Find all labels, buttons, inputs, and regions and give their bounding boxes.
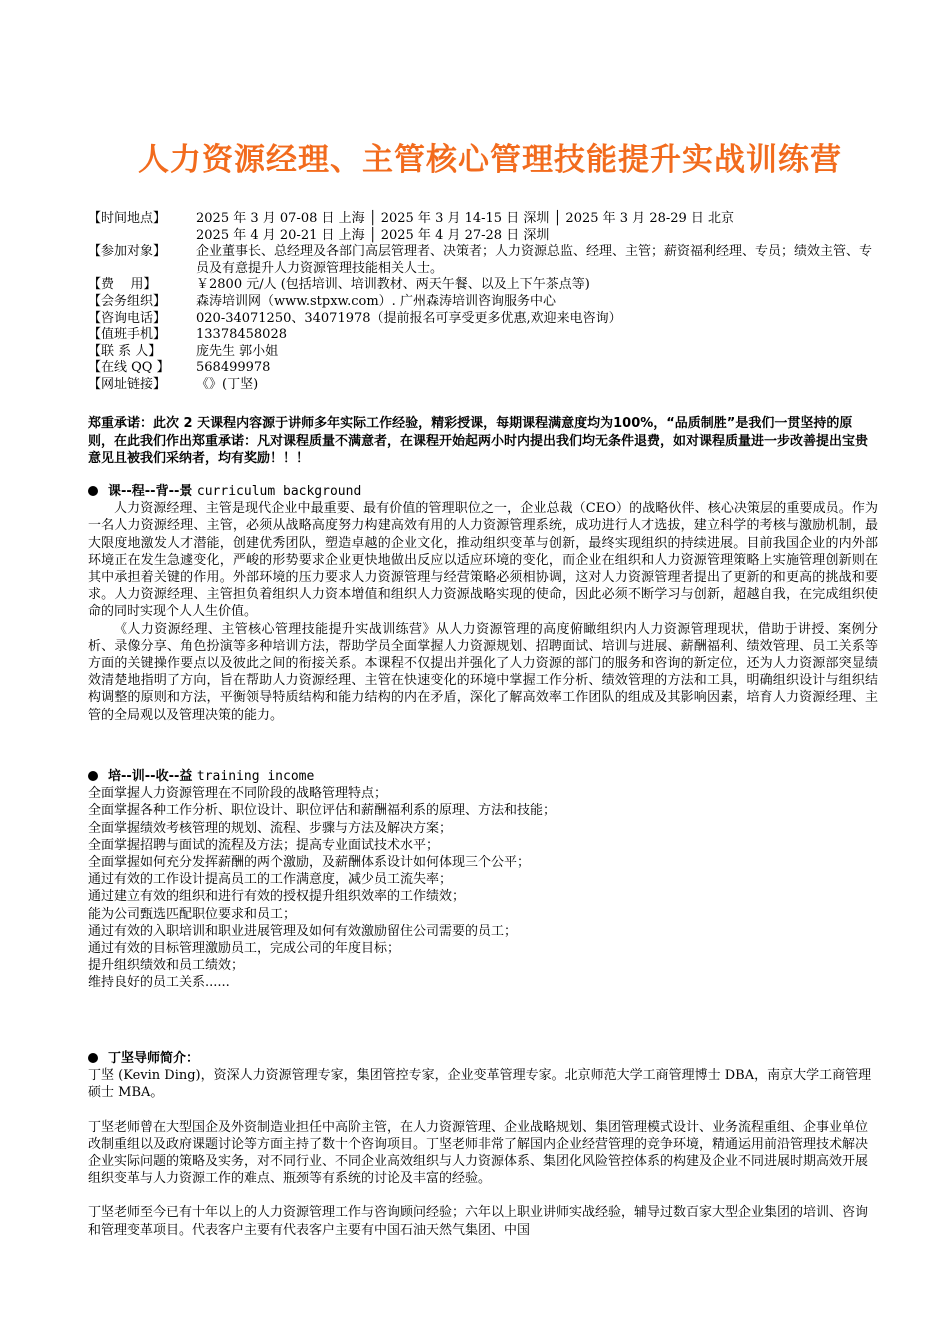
info-label: 【时间地点】 — [88, 211, 167, 226]
info-value: 庞先生 郭小姐 — [196, 343, 279, 359]
info-value: 2025 年 3 月 07-08 日 上海 │ 2025 年 3 月 14-15 日 深圳 │ 2025 年 3 月 28-29 日 北京 — [196, 211, 735, 226]
promise-statement: 郑重承诺：此次 2 天课程内容源于讲师多年实际工作经验，精彩授课，每期课程满意度均为100%，“品质制胜”是我们一贯坚持的原则，在此我们作出郑重承诺：凡对课程质量不满意者，在课程开始起两小时内提出我们均无条件退费，如对课程质量进一步改善提出宝贵意见且被我们采纳者，均有奖励！！！ — [88, 416, 869, 466]
info-label: 【费 用】 — [88, 277, 157, 293]
info-label: 【联 系 人】 — [88, 343, 162, 359]
list-item: 能为公司甄选匹配职位要求和员工； — [88, 906, 297, 922]
bullet-icon — [88, 486, 98, 496]
info-row — [88, 228, 878, 245]
bullet-icon — [88, 771, 98, 781]
info-label: 【值班手机】 — [88, 327, 167, 343]
list-item: 提升组织绩效和员工绩效； — [88, 958, 245, 974]
background-section — [88, 483, 878, 724]
paragraph: 丁坚 (Kevin Ding)，资深人力资源管理专家，集团管控专家，企业变革管理专家。北京师范大学工商管理博士 DBA，南京大学工商管理硕士 MBA。 — [88, 1068, 872, 1101]
info-value: 568499978 — [196, 360, 271, 376]
bullet-icon — [88, 1053, 98, 1063]
income-heading: 培--训--收--益 training income — [88, 768, 878, 785]
info-row — [88, 377, 878, 394]
info-value: 13378458028 — [196, 327, 287, 343]
info-row — [88, 311, 878, 328]
info-value[interactable]: 《》(丁坚) — [196, 376, 259, 392]
paragraph: 《人力资源经理、主管核心管理技能提升实战训练营》从人力资源管理的高度俯瞰组织内人力资源管理现状，借助于讲授、案例分析、录像分享、角色扮演等多种培训方法，帮助学员全面掌握人力资源规划、招聘面试、培训与进展、薪酬福利、绩效管理、员工关系等方面的关键操作要点以及彼此之间的衔接关系。本课程不仅提出并强化了人力资源的部门的服务和咨询的新定位，还为人力资源部突显绩效清楚地指明了方向，旨在帮助人力资源经理、主管在快速变化的环境中掌握工作分析、绩效管理的方法和工具，明确组织设计与组织结构调整的原则和方法，平衡领导特质结构和能力结构的内在矛盾，深化了解高效率工作团队的组成及其影响因素，培育人力资源经理、主管的全局观以及管理决策的能力。 — [88, 621, 878, 723]
list-item: 通过有效的目标管理激励员工，完成公司的年度目标； — [88, 941, 401, 957]
info-row — [88, 344, 878, 361]
info-value: 企业董事长、总经理及各部门高层管理者、决策者；人力资源总监、经理、主管；薪资福利经理、专员；绩效主管、专员及有意提升人力资源管理技能相关人士。 — [196, 244, 873, 276]
list-item: 全面掌握招聘与面试的流程及方法；提高专业面试技术水平； — [88, 837, 440, 853]
list-item: 全面掌握各种工作分析、职位设计、职位评估和薪酬福利系的原理、方法和技能； — [88, 803, 557, 819]
teacher-section — [88, 1050, 878, 1239]
paragraph: 人力资源经理、主管是现代企业中最重要、最有价值的管理职位之一，企业总裁（CEO）的战略伙伴、核心决策层的重要成员。作为一名人力资源经理、主管，必须从战略高度努力构建高效有用的人力资源管理系统，成功进行人才选拔，建立科学的考核与激励机制，最大限度地激发人才潜能，创建优秀团队，塑造卓越的企业文化，推动组织变革与创新，最终实现组织的持续进展。目前我国企业的内外部环境正在发生急遽变化，严峻的形势要求企业更快地做出反应以适应环境的变化，而企业在组织和人力资源管理策略上实施管理创新则在其中承担着关键的作用。外部环境的压力要求人力资源管理与经营策略必须相协调，这对人力资源管理者提出了更新的和更高的挑战和要求。人力资源经理、主管担负着组织人力资本增值和组织人力资源战略实现的使命，因此必须不断学习与创新，超越自我，在完成组织使命的同时实现个人人生价值。 — [88, 501, 878, 620]
info-row — [88, 277, 878, 294]
list-item: 全面掌握人力资源管理在不同阶段的战略管理特点； — [88, 786, 388, 802]
list-item: 维持良好的员工关系...... — [88, 975, 230, 991]
info-label: 【咨询电话】 — [88, 310, 167, 326]
info-label: 【在线 QQ 】 — [88, 360, 170, 376]
course-info — [88, 211, 878, 394]
background-heading: 课--程--背--景 curriculum background — [88, 483, 878, 500]
info-label: 【会务组织】 — [88, 293, 167, 309]
list-item: 通过有效的入职培训和职业进展管理及如何有效激励留住公司需要的员工； — [88, 923, 518, 939]
info-row — [88, 211, 878, 228]
list-item: 通过建立有效的组织和进行有效的授权提升组织效率的工作绩效； — [88, 889, 466, 905]
info-value: ￥2800 元/人 (包括培训、培训教材、两天午餐、以及上下午茶点等) — [196, 277, 590, 293]
info-row — [88, 294, 878, 311]
paragraph: 丁坚老师曾在大型国企及外资制造业担任中高阶主管，在人力资源管理、企业战略规划、集团管理模式设计、业务流程重组、企事业单位改制重组以及政府课题讨论等方面主持了数十个咨询项目。丁坚老师非常了解国内企业经营管理的竞争环境，精通运用前沿管理技术解决企业实际问题的策略及实务，对不同行业、不同企业高效组织与人力资源体系、集团化风险管控体系的构建及企业不同进展时期高效开展组织变革与人力资源工作的难点、瓶颈等有系统的讨论及丰富的经验。 — [88, 1119, 869, 1187]
list-item: 通过有效的工作设计提高员工的工作满意度，减少员工流失率； — [88, 872, 453, 888]
page-title: 人力资源经理、主管核心管理技能提升实战训练营 — [138, 142, 842, 178]
info-value[interactable]: 森涛培训网（www.stpxw.com）. 广州森涛培训咨询服务中心 — [196, 293, 556, 309]
teacher-heading: 丁坚导师简介： — [88, 1050, 878, 1067]
list-item: 全面掌握绩效考核管理的规划、流程、步骤与方法及解决方案； — [88, 820, 453, 836]
info-label: 【网址链接】 — [88, 376, 167, 392]
info-value: 020-34071250、34071978（提前报名可享受更多优惠,欢迎来电咨询） — [196, 310, 622, 326]
info-row — [88, 244, 878, 277]
info-label — [88, 228, 196, 245]
paragraph: 丁坚老师至今已有十年以上的人力资源管理工作与咨询顾问经验；六年以上职业讲师实战经验，辅导过数百家大型企业集团的培训、咨询和管理变革项目。代表客户主要有代表客户主要有中国石油天然气集团、中国 — [88, 1205, 869, 1238]
list-item: 全面掌握如何充分发挥薪酬的两个激励，及薪酬体系设计如何体现三个公平； — [88, 855, 531, 871]
info-value: 2025 年 4 月 20-21 日 上海 │ 2025 年 4 月 27-28 日 深圳 — [196, 227, 550, 243]
info-label: 【参加对象】 — [88, 244, 167, 260]
info-row — [88, 360, 878, 377]
info-row — [88, 327, 878, 344]
income-section — [88, 768, 878, 992]
